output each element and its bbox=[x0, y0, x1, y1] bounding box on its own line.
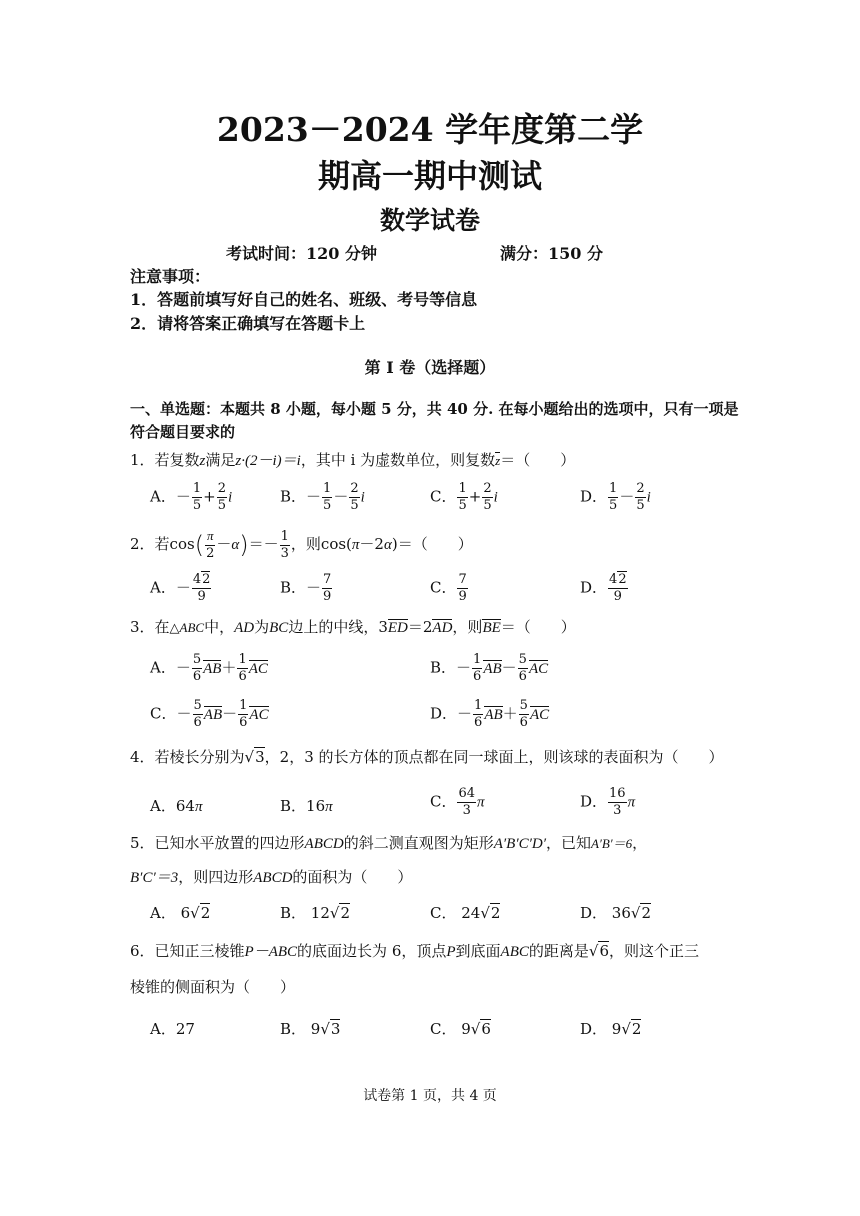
q2-option-a[interactable]: A．－ $\frac{42}{9}$ bbox=[150, 572, 211, 604]
q1-option-a[interactable]: A．－ $\frac{1}{5}$ + $\frac{2}{5}$ i bbox=[150, 481, 233, 513]
q6-option-c[interactable]: C． 9√6 bbox=[430, 1020, 491, 1038]
q1-option-d[interactable]: D． $\frac{1}{5}$ － $\frac{2}{5}$ i bbox=[580, 481, 651, 513]
q3-option-b[interactable]: B．－ $\frac{1}{6}$ AB－ $\frac{5}{6}$ AC bbox=[430, 652, 549, 684]
q1-option-b[interactable]: B．－ $\frac{1}{5}$ － $\frac{2}{5}$ i bbox=[280, 481, 365, 513]
q4-option-c[interactable]: C． $\frac{64}{3}$ π bbox=[430, 786, 485, 818]
part-title: 第 I 卷（选择题） bbox=[364, 358, 496, 377]
exam-time: 考试时间：120 分钟 bbox=[226, 244, 377, 263]
question-6-line-1: 6．已知正三棱锥P－ABC的底面边长为 6，顶点P到底面ABC的距离是√6，则这个正三 bbox=[130, 942, 700, 960]
q6-option-b[interactable]: B． 9√3 bbox=[280, 1020, 341, 1038]
notice-item-2: 2．请将答案正确填写在答题卡上 bbox=[130, 314, 366, 333]
q5-option-a[interactable]: A． 6√2 bbox=[150, 904, 211, 922]
q5-option-b[interactable]: B． 12√2 bbox=[280, 904, 350, 922]
question-6-line-2: 棱锥的侧面积为（ ） bbox=[130, 978, 296, 996]
section-heading-line1: 一、单选题：本题共 8 小题，每小题 5 分，共 40 分. 在每小题给出的选项中，只有一项是 bbox=[130, 400, 739, 418]
question-5-line-2: B′C′＝3，则四边形ABCD的面积为（ ） bbox=[130, 868, 413, 886]
question-4: 4．若棱长分别为√3，2，3 的长方体的顶点都在同一球面上，则该球的表面积为（ ） bbox=[130, 748, 724, 766]
notice-item-1: 1．答题前填写好自己的姓名、班级、考号等信息 bbox=[130, 290, 478, 309]
q1-prefix: 1．若复数 bbox=[130, 451, 200, 469]
question-5-line-1: 5．已知水平放置的四边形ABCD的斜二测直观图为矩形A′B′C′D′，已知A′B′＝6， bbox=[130, 834, 648, 852]
q1-equation: z·(2－i)＝i bbox=[235, 453, 301, 469]
q4-option-d[interactable]: D． $\frac{16}{3}$ π bbox=[580, 786, 636, 818]
section-heading-line2: 符合题目要求的 bbox=[130, 423, 236, 441]
q2-option-b[interactable]: B．－ $\frac{7}{9}$ bbox=[280, 572, 332, 604]
q1-tail: ＝（ ） bbox=[500, 451, 576, 469]
question-1: 1．若复数z满足z·(2－i)＝i，其中 i 为虚数单位，则复数z＝（ ） bbox=[130, 451, 576, 469]
q4-option-a[interactable]: A．64π bbox=[150, 797, 203, 815]
question-3: 3．在△ABC中，AD为BC边上的中线，3ED＝2AD，则BE＝（ ） bbox=[130, 618, 576, 636]
q1-suffix: ，其中 i 为虚数单位，则复数 bbox=[300, 451, 496, 469]
full-score: 满分：150 分 bbox=[500, 244, 603, 263]
q2-option-d[interactable]: D． $\frac{42}{9}$ bbox=[580, 572, 627, 604]
q3-option-c[interactable]: C．－ $\frac{5}{6}$ AB－ $\frac{1}{6}$ AC bbox=[150, 698, 269, 730]
q6-option-a[interactable]: A．27 bbox=[150, 1020, 195, 1038]
q5-option-d[interactable]: D． 36√2 bbox=[580, 904, 651, 922]
title-line-2: 期高一期中测试 bbox=[317, 157, 542, 195]
question-2: 2．若cos( $\frac{\pi}{2}$ －α)＝－ $\frac{1}{3}$ ，则cos(π－2α)＝（ ） bbox=[130, 528, 473, 561]
q3-option-a[interactable]: A．－ $\frac{5}{6}$ AB＋ $\frac{1}{6}$ AC bbox=[150, 652, 268, 684]
q6-option-d[interactable]: D． 9√2 bbox=[580, 1020, 642, 1038]
page-footer: 试卷第 1 页，共 4 页 bbox=[363, 1088, 497, 1104]
notice-heading: 注意事项： bbox=[130, 267, 211, 286]
q2-option-c[interactable]: C． $\frac{7}{9}$ bbox=[430, 572, 467, 604]
q3-option-d[interactable]: D．－ $\frac{1}{6}$ AB＋ $\frac{5}{6}$ AC bbox=[430, 698, 550, 730]
title-line-1: 2023－2024 学年度第二学 bbox=[216, 110, 644, 149]
q1-option-c[interactable]: C． $\frac{1}{5}$ + $\frac{2}{5}$ i bbox=[430, 481, 498, 513]
q1-mid: 满足 bbox=[205, 451, 236, 469]
q4-option-b[interactable]: B．16π bbox=[280, 797, 333, 815]
q5-option-c[interactable]: C． 24√2 bbox=[430, 904, 501, 922]
subject-title: 数学试卷 bbox=[379, 206, 480, 235]
